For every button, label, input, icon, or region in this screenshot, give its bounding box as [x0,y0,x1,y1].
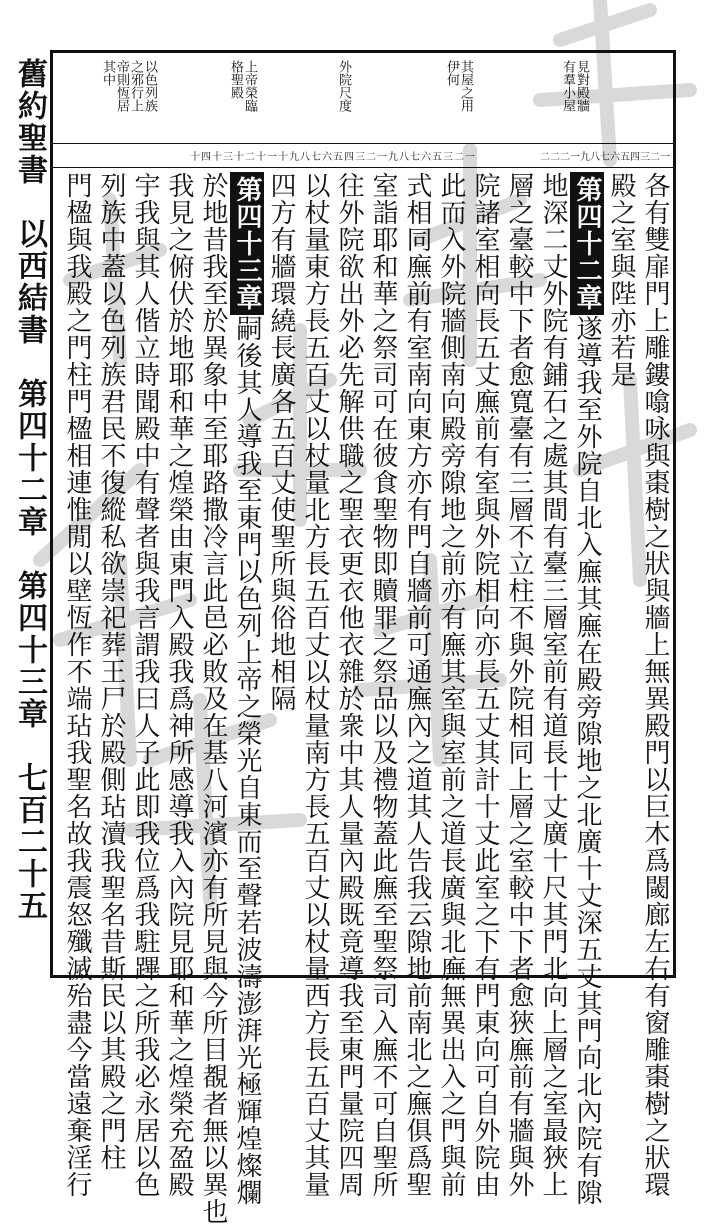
summary-group-1 [560,60,588,140]
chapter-heading: 第四十二章 [570,172,604,315]
margin-running-header: 舊約聖書 以西結書 第四十二章 第四十三章 七百二十五 [12,58,47,922]
text-column: 各有雙扉門上雕鏤噏咏與棗樹之狀與牆上無異殿門以巨木爲閾廊左右有窗雕棗樹之狀環 [640,172,670,1198]
chapter-heading: 第四十三章 [230,172,264,315]
text-column: 門楹與我殿之門柱門楹相連惟閒以壁恆作不端玷我聖名故我震怒殲滅殆盡今當遠棄淫行 [62,172,92,1198]
summary-group-4 [228,60,256,140]
text-column: 以杖量東方長五百丈以杖量北方長五百丈以杖量南方長五百丈以杖量西方長五百丈其量 [300,172,330,1198]
text-column: 院諸室相向長五丈廡前有室與外院相向亦長五丈其計十丈此室之下有門東向可自外院由 [470,172,500,1198]
verse-number-rule [50,167,676,168]
text-column: 於地昔我至於異象中至耶路撒冷言此邑必敗及在基八河濱亦有所見與今所目覩者無以異也 [198,172,228,1225]
summary-line: 以色列族 [142,60,157,112]
summary-line: 見對殿牆 [574,60,589,112]
text-column: 往外院欲出外必先解供職之聖衣更衣他衣雜於衆中其人量內殿既竟導我至東門量院四周 [334,172,364,1198]
text-column-chapter-43: 第四十三章嗣後其人導我至東門以色列上帝之榮光自東而至聲若波濤澎湃光極輝煌燦爛 [230,172,264,972]
text-column: 殿之室與陛亦若是 [606,172,636,388]
summary-line: 其中 [100,60,115,86]
text-column: 式相同廡前有室南向東方亦有門自牆前可通廡內之道其人告我云隙地前南北之廡俱爲聖 [402,172,432,1198]
text-column: 地深二丈外院有鋪石之處其間有臺三層室前有道長十丈廣十尺其門北向上層之室最狹上 [538,172,568,1198]
text-column: 層之臺較中下者愈寬臺有三層不立柱不與外院相同上層之室較中下者愈狹廡前有牆與外 [504,172,534,1198]
text-column: 此而入外院牆側南向殿旁隙地之前亦有廡其室與室前之道長廣與北廡無異出入之門與前 [436,172,466,1198]
summary-group-5 [100,60,156,140]
text-column: 四方有牆環繞長廣各五百丈使聖所與俗地相隔 [266,172,296,712]
summary-line: 格聖殿 [228,60,243,99]
header-rule [50,143,676,144]
summary-line: 帝則恆居 [114,60,129,112]
summary-line: 其屋之用 [458,60,473,112]
summary-group-3 [336,60,350,140]
summary-line: 上帝榮臨 [242,60,257,112]
text-column: 宇我與其人偕立時聞殿中有聲者與我言謂我曰人子此即我位爲我駐蹕之所我必永居以色 [130,172,160,1198]
summary-group-2 [444,60,472,140]
text-column-chapter-42: 第四十二章遂導我至外院自北入廡其廡在殿旁隙地之北廣十丈深五丈其門向北內院有隙 [570,172,604,972]
summary-line: 之邪行上 [128,60,143,112]
verse-numbers-left: 十四十三十二十一十九八七六五四三二一九八七六五三二一 [190,152,476,163]
summary-line: 伊何 [444,60,459,86]
text-column: 室詣耶和華之祭司可在彼食聖物即贖罪之祭品以及禮物蓋此廡至聖祭司入廡不可自聖所 [368,172,398,1198]
text-column: 列族中蓋以色列族君民不復縱私欲崇祀葬王尸於殿側玷瀆我聖名昔斯民以其殿之門柱 [96,172,126,1171]
text-column: 我見之俯伏於地耶和華之煌榮由東門入殿我爲神所感導我入內院見耶和華之煌榮充盈殿 [164,172,194,1198]
summary-line: 外院尺度 [336,60,351,112]
verse-numbers-right: 二二二一九八七六五四三二一 [540,152,670,163]
summary-line: 有羣小屋 [560,60,575,112]
